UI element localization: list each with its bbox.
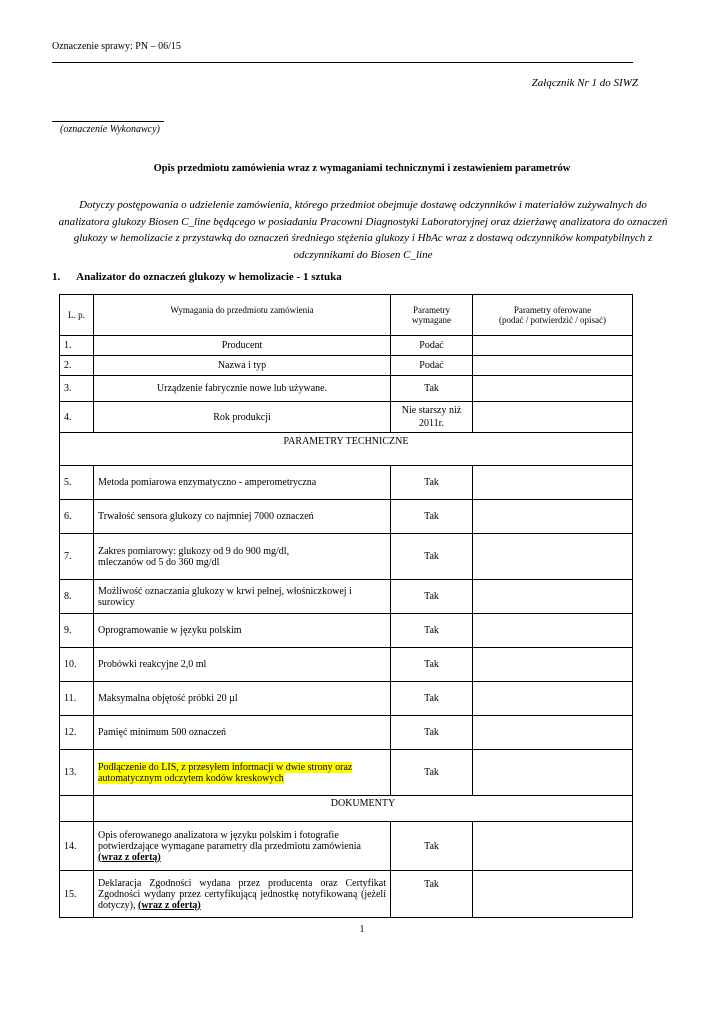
table-row [60, 534, 633, 580]
header-required: Parametry wymagane [391, 295, 473, 336]
row-lp: 4. [60, 402, 94, 433]
row-requirement-emphasis: (wraz z ofertą) [98, 851, 161, 863]
row-required-value: Tak [391, 376, 473, 402]
row-lp: 5. [60, 466, 94, 500]
row-requirement-line2: mleczanów od 5 do 360 mg/dl [98, 556, 220, 568]
row-requirement [94, 871, 391, 918]
row-offered-cell[interactable] [473, 500, 633, 534]
table-row [60, 500, 633, 534]
header-offered-line2: (podać / potwierdzić / opisać) [499, 315, 606, 325]
intro-paragraph: Dotyczy postępowania o udzielenie zamówienia, którego przedmiot obejmuje dostawę odczynników i materiałów zużywalnych do analizatora glukozy Biosen C_line będącego w posiadaniu Pracowni Diagnostyki Laboratoryjnej oraz dzierżawę analizatora do oznaczeń glukozy w hemolizacie z przystawką do oznaczeń średniego stężenia glukozy i HbAc wraz z dostawą odczynników kompatybilnych z odczynnikami do Biosen C_line [58, 199, 668, 261]
case-reference: Oznaczenie sprawy: PN – 06/15 [52, 41, 181, 52]
row-requirement: Rok produkcji [94, 402, 391, 433]
contractor-label: (oznaczenie Wykonawcy) [60, 124, 160, 135]
row-offered-cell[interactable] [473, 402, 633, 433]
table-header-row [60, 295, 633, 336]
table-row [60, 580, 633, 614]
row-lp: 6. [60, 500, 94, 534]
row-requirement: Pamięć minimum 500 oznaczeń [94, 716, 391, 750]
row-lp: 2. [60, 356, 94, 376]
row-lp: 11. [60, 682, 94, 716]
header-requirements: Wymagania do przedmiotu zamówienia [94, 295, 391, 336]
row-required-value: Podać [391, 356, 473, 376]
requirements-table [59, 294, 633, 918]
row-offered-cell[interactable] [473, 750, 633, 796]
row-required-value: Tak [391, 580, 473, 614]
row-offered-cell[interactable] [473, 648, 633, 682]
row-lp: 9. [60, 614, 94, 648]
contractor-signature-line [52, 121, 164, 122]
row-requirement [94, 822, 391, 871]
row-lp: 10. [60, 648, 94, 682]
row-offered-cell[interactable] [473, 336, 633, 356]
row-offered-cell[interactable] [473, 682, 633, 716]
row-requirement-emphasis: (wraz z ofertą) [138, 899, 201, 911]
row-lp: 7. [60, 534, 94, 580]
row-requirement-line1: Zakres pomiarowy: glukozy od 9 do 900 mg/dl, [98, 545, 290, 557]
row-requirement: Możliwość oznaczania glukozy w krwi pełnej, włośniczkowej i surowicy [94, 580, 391, 614]
table-row [60, 614, 633, 648]
section-technical-label: PARAMETRY TECHNICZNE [60, 433, 633, 466]
row-required-value: Tak [391, 822, 473, 871]
page-number: 1 [359, 924, 365, 935]
row-required-value: Tak [391, 716, 473, 750]
table-row [60, 822, 633, 871]
row-required-value: Tak [391, 871, 473, 918]
row-requirement: Metoda pomiarowa enzymatyczno - amperometryczna [94, 466, 391, 500]
row-lp: 3. [60, 376, 94, 402]
header-offered [473, 295, 633, 336]
header-offered-line1: Parametry oferowane [513, 305, 592, 315]
row-required-value: Podać [391, 336, 473, 356]
row-required-value: Tak [391, 534, 473, 580]
row-requirement: Probówki reakcyjne 2,0 ml [94, 648, 391, 682]
row-lp: 14. [60, 822, 94, 871]
row-requirement: Trwałość sensora glukozy co najmniej 7000 oznaczeń [94, 500, 391, 534]
row-lp: 13. [60, 750, 94, 796]
row-offered-cell[interactable] [473, 716, 633, 750]
row-offered-cell[interactable] [473, 376, 633, 402]
table-row [60, 466, 633, 500]
section-heading [52, 271, 342, 283]
row-required-value: Tak [391, 648, 473, 682]
row-requirement: Urządzenie fabrycznie nowe lub używane. [94, 376, 391, 402]
row-offered-cell[interactable] [473, 466, 633, 500]
annex-label: Załącznik Nr 1 do SIWZ [531, 77, 638, 89]
row-requirement-text: Opis oferowanego analizatora w języku polskim i fotografie potwierdzające wymagane parametry dla przedmiotu zamówienia [98, 829, 361, 852]
section-number: 1. [52, 271, 61, 283]
row-lp: 15. [60, 871, 94, 918]
row-offered-cell[interactable] [473, 534, 633, 580]
row-required-value: Tak [391, 750, 473, 796]
row-offered-cell[interactable] [473, 356, 633, 376]
row-offered-cell[interactable] [473, 580, 633, 614]
section-documents-lp-empty [60, 796, 94, 822]
row-required-value: Nie starszy niż 2011r. [391, 402, 473, 433]
table-row [60, 716, 633, 750]
section-row-documents [60, 796, 633, 822]
section-row-technical [60, 433, 633, 466]
row-requirement: Maksymalna objętość próbki 20 µl [94, 682, 391, 716]
section-documents-label: DOKUMENTY [94, 796, 633, 822]
table-row [60, 376, 633, 402]
row-requirement-text: Deklaracja Zgodności wydana przez producenta oraz Certyfikat Zgodności wydany przez certyfikującą jednostkę notyfikowaną (jeżeli dotyczy), [98, 877, 386, 911]
row-offered-cell[interactable] [473, 822, 633, 871]
section-title: Analizator do oznaczeń glukozy w hemolizacie - 1 sztuka [76, 271, 342, 283]
row-required-value: Tak [391, 466, 473, 500]
document-title: Opis przedmiotu zamówienia wraz z wymaganiami technicznymi i zestawieniem parametrów [153, 163, 571, 174]
row-requirement: Oprogramowanie w języku polskim [94, 614, 391, 648]
row-required-value: Tak [391, 500, 473, 534]
row-required-value: Tak [391, 614, 473, 648]
header-lp: L. p. [60, 295, 94, 336]
table-row [60, 648, 633, 682]
row-requirement: Nazwa i typ [94, 356, 391, 376]
table-row [60, 871, 633, 918]
table-row [60, 402, 633, 433]
table-row [60, 750, 633, 796]
table-row [60, 336, 633, 356]
row-offered-cell[interactable] [473, 614, 633, 648]
row-requirement [94, 750, 391, 796]
row-requirement-highlighted: Podłączenie do LIS, z przesyłem informacji w dwie strony oraz automatycznym odczytem kodów kreskowych [98, 761, 353, 784]
row-lp: 12. [60, 716, 94, 750]
row-requirement: Producent [94, 336, 391, 356]
row-offered-cell[interactable] [473, 871, 633, 918]
row-requirement [94, 534, 391, 580]
table-row [60, 356, 633, 376]
table-row [60, 682, 633, 716]
row-lp: 1. [60, 336, 94, 356]
row-required-value: Tak [391, 682, 473, 716]
row-lp: 8. [60, 580, 94, 614]
header-rule [52, 62, 633, 63]
